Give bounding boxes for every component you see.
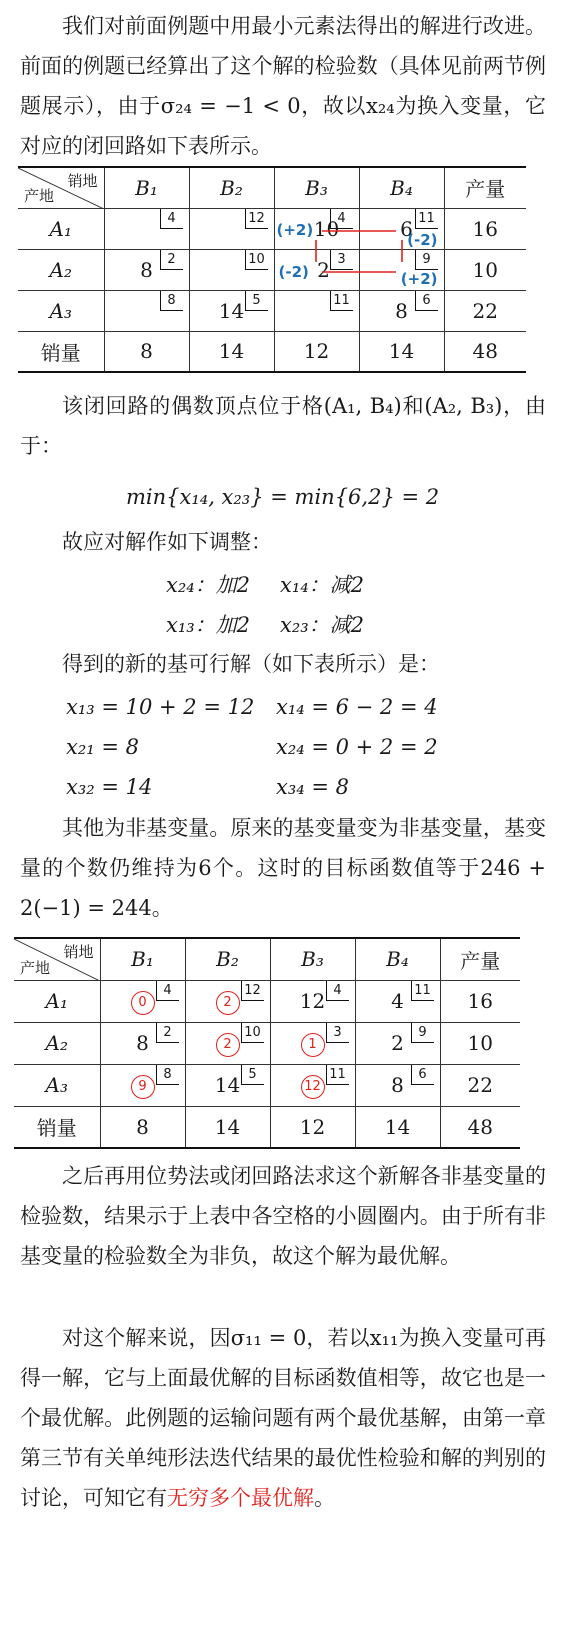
solution-line: x₂₄ = 0 + 2 = 2 bbox=[276, 735, 438, 759]
col-header: B₄ bbox=[359, 167, 444, 208]
intro-paragraph: 我们对前面例题中用最小元素法得出的解进行改进。前面的例题已经算出了这个解的检验数（具体见前两节例题展示），由于σ₂₄ = −1 < 0，故以x₂₄为换入变量，它对应的闭回路如下表所示。 bbox=[20, 14, 546, 158]
cost-box: 11 bbox=[415, 209, 438, 229]
supply-value: 16 bbox=[444, 208, 526, 249]
cell-value: 6 bbox=[400, 216, 413, 241]
cost-box: 12 bbox=[245, 209, 268, 229]
demand-value: 8 bbox=[104, 331, 189, 372]
supply-value: 22 bbox=[444, 290, 526, 331]
col-header: B₂ bbox=[189, 167, 274, 208]
cost-box: 11 bbox=[326, 1065, 349, 1085]
cost-box: 3 bbox=[326, 1023, 349, 1043]
corner-top-label: 销地 bbox=[67, 172, 98, 190]
table-cell bbox=[185, 1022, 270, 1064]
cost-box: 10 bbox=[245, 250, 268, 270]
supply-value: 10 bbox=[440, 1022, 520, 1064]
table-cell bbox=[100, 980, 185, 1022]
demand-label: 销量 bbox=[18, 331, 104, 372]
cell-value: 8 bbox=[391, 1073, 404, 1097]
cost-box: 5 bbox=[245, 291, 268, 311]
cell-value: 12 bbox=[299, 989, 326, 1013]
adjust-label: (+2) bbox=[400, 269, 438, 288]
cell-value: 8 bbox=[395, 298, 408, 323]
table-cell bbox=[185, 980, 270, 1022]
infinite-solutions-highlight: 无穷多个最优解 bbox=[167, 1486, 314, 1510]
supply-header: 产量 bbox=[440, 938, 520, 980]
cost-box: 4 bbox=[330, 209, 353, 229]
demand-value: 14 bbox=[355, 1106, 440, 1148]
cost-box: 2 bbox=[160, 250, 183, 270]
col-header: B₄ bbox=[355, 938, 440, 980]
demand-label: 销量 bbox=[14, 1106, 100, 1148]
adjust-line: x₂₃：减2 bbox=[280, 613, 365, 637]
col-header: B₃ bbox=[270, 938, 355, 980]
demand-value: 12 bbox=[270, 1106, 355, 1148]
row-header: A₃ bbox=[14, 1064, 100, 1106]
solution-line: x₂₁ = 8 bbox=[66, 735, 139, 759]
cost-box: 6 bbox=[411, 1065, 434, 1085]
cost-box: 8 bbox=[156, 1065, 179, 1085]
cost-box: 4 bbox=[160, 209, 183, 229]
table-cell bbox=[355, 1022, 440, 1064]
loop-paragraph: 该闭回路的偶数顶点位于格(A₁, B₄)和(A₂, B₃)，由于： bbox=[20, 394, 546, 458]
demand-value: 14 bbox=[185, 1106, 270, 1148]
cost-box: 8 bbox=[160, 291, 183, 311]
adjust-line: x₁₄：减2 bbox=[280, 573, 365, 597]
row-header: A₁ bbox=[18, 208, 104, 249]
col-header: B₁ bbox=[100, 938, 185, 980]
adjust-line: x₂₄：加2 bbox=[166, 573, 251, 597]
demand-value: 12 bbox=[274, 331, 359, 372]
col-header: B₁ bbox=[104, 167, 189, 208]
conclusion-end: 。 bbox=[314, 1486, 335, 1510]
supply-header: 产量 bbox=[444, 167, 526, 208]
row-header: A₁ bbox=[14, 980, 100, 1022]
table-cell bbox=[270, 1022, 355, 1064]
solution-line: x₁₃ = 10 + 2 = 12 bbox=[66, 695, 255, 719]
cost-box: 10 bbox=[241, 1023, 264, 1043]
total-value: 48 bbox=[440, 1106, 520, 1148]
cost-box: 4 bbox=[326, 981, 349, 1001]
cell-value: 8 bbox=[140, 257, 153, 282]
table-cell bbox=[355, 1064, 440, 1106]
cost-box: 2 bbox=[156, 1023, 179, 1043]
adjust-label: (-2) bbox=[407, 230, 438, 249]
cell-value: 14 bbox=[218, 298, 245, 323]
solution-line: x₁₄ = 6 − 2 = 4 bbox=[276, 695, 438, 719]
transport-table-2 bbox=[14, 937, 520, 1149]
cost-box: 9 bbox=[411, 1023, 434, 1043]
check-number-circle: 2 bbox=[216, 1033, 240, 1057]
cell-value: 2 bbox=[391, 1031, 404, 1055]
adjust-label: (-2) bbox=[278, 262, 309, 281]
cell-value: 14 bbox=[214, 1073, 241, 1097]
table-cell bbox=[100, 1064, 185, 1106]
cost-box: 12 bbox=[241, 981, 264, 1001]
table-cell bbox=[185, 1064, 270, 1106]
table-cell bbox=[270, 1064, 355, 1106]
solution-line: x₃₂ = 14 bbox=[66, 775, 153, 799]
check-number-circle: 1 bbox=[301, 1033, 325, 1057]
table-cell bbox=[270, 980, 355, 1022]
solution-line: x₃₄ = 8 bbox=[276, 775, 349, 799]
cost-box: 3 bbox=[330, 250, 353, 270]
cost-box: 11 bbox=[411, 981, 434, 1001]
row-header: A₂ bbox=[18, 249, 104, 290]
cell-value: 2 bbox=[317, 257, 330, 282]
corner-cell bbox=[14, 938, 100, 980]
cost-box: 11 bbox=[330, 291, 353, 311]
closed-loop-lines bbox=[0, 0, 564, 420]
conclusion-paragraph bbox=[20, 1318, 546, 1518]
corner-top-label: 销地 bbox=[63, 943, 94, 961]
adjust-line: x₁₃：加2 bbox=[166, 613, 251, 637]
total-value: 48 bbox=[444, 331, 526, 372]
check-number-circle: 12 bbox=[301, 1075, 325, 1099]
check-paragraph: 之后再用位势法或闭回路法求这个新解各非基变量的检验数，结果示于上表中各空格的小圆圈内。由于所有非基变量的检验数全为非负，故这个解为最优解。 bbox=[20, 1164, 546, 1268]
new-solution-intro: 得到的新的基可行解（如下表所示）是： bbox=[62, 652, 440, 676]
cell-value: 8 bbox=[136, 1031, 149, 1055]
check-number-circle: 9 bbox=[131, 1075, 155, 1099]
objective-paragraph: 其他为非基变量。原来的基变量变为非基变量，基变量的个数仍维持为6个。这时的目标函数值等于246 + 2(−1) = 244。 bbox=[20, 816, 546, 920]
table-cell bbox=[355, 980, 440, 1022]
row-header: A₂ bbox=[14, 1022, 100, 1064]
adjust-intro: 故应对解作如下调整： bbox=[62, 530, 272, 554]
min-equation: min{x₁₄, x₂₃} = min{6,2} = 2 bbox=[126, 485, 440, 509]
demand-value: 8 bbox=[100, 1106, 185, 1148]
row-header: A₃ bbox=[18, 290, 104, 331]
col-header: B₂ bbox=[185, 938, 270, 980]
cost-box: 9 bbox=[415, 250, 438, 270]
cell-value: 4 bbox=[391, 989, 404, 1013]
adjust-label: (+2) bbox=[276, 220, 314, 239]
demand-value: 14 bbox=[359, 331, 444, 372]
cost-box: 6 bbox=[415, 291, 438, 311]
cell-value: 10 bbox=[313, 216, 340, 241]
col-header: B₃ bbox=[274, 167, 359, 208]
supply-value: 22 bbox=[440, 1064, 520, 1106]
demand-value: 14 bbox=[189, 331, 274, 372]
supply-value: 16 bbox=[440, 980, 520, 1022]
conclusion-text: 对这个解来说，因σ₁₁ = 0，若以x₁₁为换入变量可再得一解，它与上面最优解的目标函数值相等，故它也是一个最优解。此例题的运输问题有两个最优基解，由第一章第三节有关单纯形法迭代结果的最优性检验和解的判别的讨论，可知它有 bbox=[20, 1326, 546, 1510]
cost-box: 4 bbox=[156, 981, 179, 1001]
corner-bottom-label: 产地 bbox=[24, 186, 55, 205]
check-number-circle: 2 bbox=[216, 991, 240, 1015]
check-number-circle: 0 bbox=[131, 991, 155, 1015]
corner-bottom-label: 产地 bbox=[20, 958, 51, 977]
table-cell bbox=[100, 1022, 185, 1064]
cost-box: 5 bbox=[241, 1065, 264, 1085]
supply-value: 10 bbox=[444, 249, 526, 290]
